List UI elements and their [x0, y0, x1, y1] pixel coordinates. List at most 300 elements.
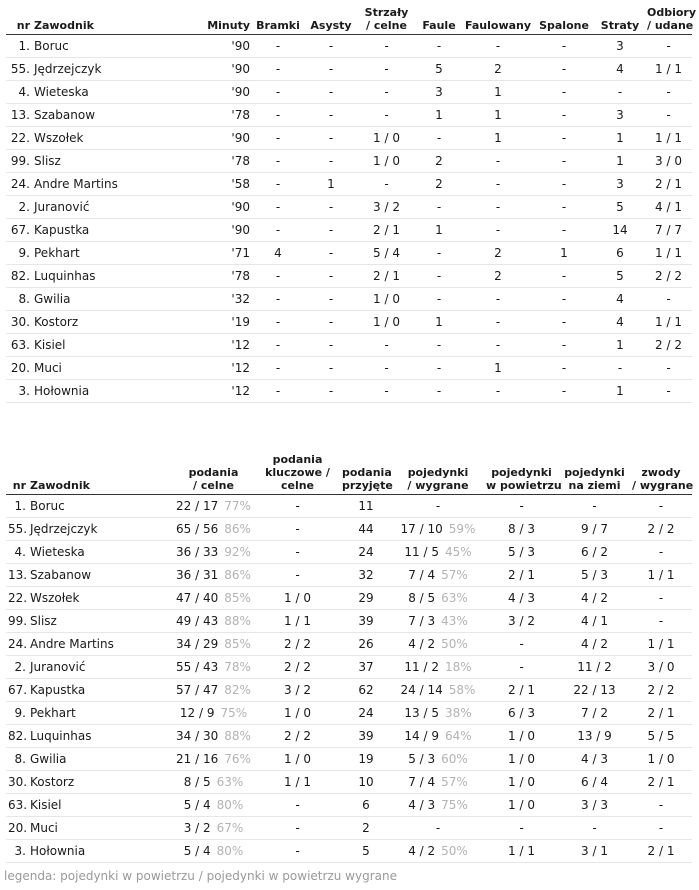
stat-cell: - [384, 107, 389, 122]
stat-percentage: 50% [441, 636, 468, 651]
stat-cell: 2 [435, 153, 443, 168]
column-header: Zawodnik [30, 478, 90, 492]
stat-cell: - [495, 314, 501, 329]
stat-cell: '90 [231, 38, 250, 53]
column-header: zwody / wygrane [632, 465, 694, 492]
match-stats-table-2 [6, 450, 692, 863]
stat-cell: 4 / 1 [655, 199, 682, 214]
stat-percentage: 45% [444, 544, 472, 559]
table-row [6, 494, 692, 517]
stat-cell: - [275, 291, 281, 306]
column-header: Odbiory / udane [647, 5, 697, 32]
stat-cell: '78 [231, 107, 250, 122]
stat-cell: 3 / 0 [655, 153, 682, 168]
stat-cell: - [328, 84, 334, 99]
stat-value: 57 / 47 [176, 682, 219, 697]
stat-cell: '90 [231, 61, 250, 76]
stat-cell: - [436, 245, 442, 260]
stat-cell [392, 839, 484, 862]
stat-cell [392, 747, 484, 770]
stat-cell: 4 / 2 [581, 590, 608, 605]
stat-value: 11 / 2 [404, 659, 439, 674]
stat-value: 49 / 43 [176, 613, 219, 628]
stat-percentage: 80% [216, 843, 244, 858]
stat-cell: - [328, 314, 334, 329]
stat-cell: 4. [18, 84, 30, 99]
stat-cell: 3 [616, 176, 624, 191]
stat-cell: - [666, 84, 671, 99]
stat-cell: - [561, 383, 567, 398]
column-header: Bramki [256, 18, 300, 32]
stat-cell: 1 / 1 [284, 613, 311, 628]
stat-cell: - [658, 797, 664, 812]
match-stats-table-1 [6, 4, 697, 403]
stat-cell [172, 701, 255, 724]
stat-cell: 55. [10, 61, 30, 76]
stat-value: 5 / 4 [183, 797, 211, 812]
stat-cell: 62 [358, 682, 374, 697]
stat-cell [172, 586, 255, 609]
stat-cell: - [658, 613, 664, 628]
stat-cell: 1 / 1 [647, 567, 675, 582]
stat-cell: 6 / 2 [581, 544, 608, 559]
stat-value: 55 / 43 [176, 659, 219, 674]
stat-cell: 1 / 0 [508, 751, 535, 766]
stat-cell: - [436, 130, 442, 145]
stat-percentage: 92% [224, 544, 251, 559]
stat-percentage: 59% [448, 521, 476, 536]
stat-cell: 5 [362, 843, 370, 858]
stat-percentage: 18% [444, 659, 472, 674]
stat-cell: '90 [231, 222, 250, 237]
player-name: Kisiel [30, 797, 62, 812]
stat-cell: 30. [8, 774, 28, 789]
stat-cell: - [384, 84, 389, 99]
stat-cell: - [436, 38, 442, 53]
stat-cell: - [275, 314, 281, 329]
stat-percentage: 77% [224, 498, 251, 513]
stat-cell: - [328, 337, 334, 352]
stat-cell: - [384, 383, 389, 398]
table-row [6, 517, 692, 540]
stat-value: 34 / 30 [176, 728, 219, 743]
stat-cell: '58 [231, 176, 250, 191]
stat-cell: - [666, 383, 671, 398]
stat-cell: 2 [362, 820, 370, 835]
stat-cell: - [384, 38, 389, 53]
stat-percentage: 82% [224, 682, 251, 697]
stat-cell: - [275, 383, 281, 398]
table-row [6, 540, 692, 563]
table-row [6, 379, 692, 402]
column-header: Asysty [310, 18, 352, 32]
stat-cell: 26 [358, 636, 374, 651]
legend-note: legenda: pojedynki w powietrzu / pojedynki w powietrzu wygrane [4, 869, 397, 883]
stat-cell: - [561, 291, 567, 306]
stat-cell: 19 [358, 751, 374, 766]
stat-cell [392, 494, 484, 517]
stat-cell: - [436, 199, 442, 214]
stat-cell: - [384, 337, 389, 352]
stat-cell: - [436, 337, 442, 352]
stat-cell: '71 [231, 245, 250, 260]
stat-cell: - [295, 820, 300, 835]
table-row [6, 34, 692, 57]
table-header-row [6, 450, 692, 494]
stat-cell: 4 [616, 314, 624, 329]
stat-cell [392, 563, 484, 586]
stat-percentage: 63% [216, 774, 244, 789]
column-header: Minuty [207, 18, 250, 32]
stat-cell: - [275, 360, 281, 375]
stat-cell: - [436, 383, 442, 398]
stat-value: 21 / 16 [176, 751, 219, 766]
stat-cell [392, 701, 484, 724]
stat-cell: 11 [358, 498, 374, 513]
stat-percentage: 86% [224, 567, 251, 582]
column-header: podania kluczowe / celne [265, 452, 330, 492]
stat-cell: 4 / 3 [508, 590, 535, 605]
player-name: Luquinhas [30, 728, 92, 743]
stat-cell: 1 / 0 [508, 728, 535, 743]
stat-cell: 82. [10, 268, 30, 283]
column-header: Straty [600, 18, 640, 32]
stat-cell [172, 655, 255, 678]
stat-cell: - [495, 337, 501, 352]
column-header: pojedynki na ziemi [564, 465, 625, 492]
stat-cell: - [658, 498, 664, 513]
stat-cell: 63. [10, 337, 30, 352]
player-name: Juranović [30, 659, 86, 674]
stat-cell: 2 / 1 [508, 567, 535, 582]
stat-cell: 14 [612, 222, 628, 237]
stat-cell [172, 793, 255, 816]
player-name: Jędrzejczyk [34, 61, 102, 76]
table-row [6, 264, 692, 287]
stat-percentage: 78% [224, 659, 251, 674]
stat-value: 7 / 4 [408, 774, 436, 789]
stat-cell: - [666, 360, 671, 375]
stat-percentage: 64% [444, 728, 472, 743]
stat-cell: 9 / 7 [581, 521, 608, 536]
stat-value: 8 / 5 [408, 590, 436, 605]
stat-percentage: 75% [220, 705, 248, 720]
stat-cell: - [666, 38, 671, 53]
stat-cell: 1 / 0 [373, 153, 400, 168]
stat-cell: - [495, 176, 501, 191]
stat-cell: - [495, 291, 501, 306]
stat-cell: - [561, 337, 567, 352]
stat-value: 7 / 4 [408, 567, 436, 582]
stat-value: 34 / 29 [176, 636, 219, 651]
player-name: Kostorz [30, 774, 75, 789]
stat-cell: 4 / 3 [581, 751, 608, 766]
stat-cell: 39 [358, 613, 374, 628]
stat-cell: - [328, 291, 334, 306]
table-row [6, 241, 692, 264]
stat-cell: 8. [18, 291, 30, 306]
stat-cell: - [561, 176, 567, 191]
stat-cell: - [561, 153, 567, 168]
stat-cell: 1 [494, 107, 502, 122]
stat-cell: 3 / 2 [284, 682, 311, 697]
player-name: Gwilia [34, 291, 71, 306]
stat-cell: 20. [8, 820, 28, 835]
stat-cell [392, 517, 484, 540]
player-name: Hołownia [34, 383, 90, 398]
stat-value: 65 / 56 [176, 521, 219, 536]
stat-cell: 2 / 1 [647, 774, 675, 789]
stat-value: 4 / 2 [408, 636, 436, 651]
stat-cell: 5 [616, 199, 624, 214]
stat-cell: 4 / 1 [581, 613, 608, 628]
stat-cell [172, 632, 255, 655]
table-row [6, 632, 692, 655]
player-name: Pekhart [34, 245, 80, 260]
stat-cell: 1 / 0 [647, 751, 675, 766]
stat-cell [392, 793, 484, 816]
stat-cell: - [666, 107, 671, 122]
stat-cell: 67. [8, 682, 28, 697]
table-row [6, 333, 692, 356]
stat-cell: 1 / 1 [655, 130, 682, 145]
stat-cell: - [658, 820, 664, 835]
player-name: Juranović [34, 199, 90, 214]
stat-cell: - [561, 130, 567, 145]
stat-cell: 3 / 1 [581, 843, 608, 858]
table-row [6, 839, 692, 862]
stat-cell: 2 [494, 268, 502, 283]
stat-cell: 9. [18, 245, 30, 260]
stat-cell: 30. [10, 314, 30, 329]
column-header: Zawodnik [34, 18, 94, 32]
player-name: Hołownia [30, 843, 86, 858]
stat-cell: 6 [616, 245, 624, 260]
player-name: Wszołek [34, 130, 84, 145]
stat-cell: 8 / 3 [508, 521, 535, 536]
stat-cell [172, 770, 255, 793]
stat-cell: 2 / 2 [284, 636, 311, 651]
stat-cell: - [384, 176, 389, 191]
stat-cell: 1 / 0 [284, 590, 311, 605]
stat-cell: 7 / 2 [581, 705, 608, 720]
stat-cell: 6 / 4 [581, 774, 608, 789]
stat-percentage: 57% [441, 567, 468, 582]
table-row [6, 310, 692, 333]
stat-cell: 1 [616, 153, 624, 168]
stat-cell: 44 [358, 521, 374, 536]
stat-percentage: 58% [448, 682, 476, 697]
stat-value: 5 / 3 [408, 751, 436, 766]
stat-value: 11 / 5 [404, 544, 439, 559]
stat-cell [172, 609, 255, 632]
table-row [6, 655, 692, 678]
stat-cell: - [275, 38, 281, 53]
stat-cell [392, 770, 484, 793]
table-row [6, 103, 692, 126]
player-name: Wszołek [30, 590, 80, 605]
stat-cell: - [275, 84, 281, 99]
stat-cell [172, 816, 255, 839]
column-header: pojedynki w powietrzu [486, 465, 562, 492]
table-row [6, 701, 692, 724]
stat-cell: - [617, 360, 623, 375]
stat-cell [392, 655, 484, 678]
stat-cell: 2 / 2 [647, 521, 675, 536]
stat-cell: 8. [14, 751, 26, 766]
stat-cell: - [275, 61, 281, 76]
stat-cell: 13 / 9 [577, 728, 612, 743]
stat-cell: 3 [616, 107, 624, 122]
stat-percentage: 85% [224, 590, 251, 605]
stat-cell: - [328, 360, 334, 375]
player-name: Andre Martins [30, 636, 114, 651]
stat-cell: - [328, 245, 334, 260]
stat-cell: '90 [231, 130, 250, 145]
stat-cell: 1 / 0 [284, 751, 311, 766]
player-name: Slisz [34, 153, 61, 168]
stat-cell: 20. [10, 360, 30, 375]
stat-cell: - [384, 61, 389, 76]
stat-cell: 5 [616, 268, 624, 283]
stat-cell [392, 724, 484, 747]
stat-cell: 67. [10, 222, 30, 237]
stat-cell: 3 / 2 [508, 613, 535, 628]
stat-cell: - [592, 820, 597, 835]
column-header: Spalone [539, 18, 589, 32]
stat-cell: 1 / 0 [284, 705, 311, 720]
stat-cell: 2. [18, 199, 30, 214]
stat-cell: 1 [327, 176, 335, 191]
stat-cell: - [658, 590, 664, 605]
table-row [6, 149, 692, 172]
stat-cell: - [436, 360, 442, 375]
stat-cell: 1 / 1 [655, 61, 682, 76]
stat-cell: 2 / 1 [647, 705, 675, 720]
player-name: Luquinhas [34, 268, 96, 283]
table-row [6, 287, 692, 310]
stat-percentage: 67% [216, 820, 244, 835]
stat-cell: - [328, 61, 334, 76]
stat-cell: '90 [231, 199, 250, 214]
stat-percentage: 38% [444, 705, 472, 720]
table-row [6, 724, 692, 747]
stat-cell: 1 / 0 [508, 797, 535, 812]
stat-cell: - [328, 268, 334, 283]
stat-percentage: 86% [224, 521, 251, 536]
player-name: Kapustka [30, 682, 86, 697]
stat-cell: 11 / 2 [577, 659, 612, 674]
stat-cell: - [436, 291, 442, 306]
stat-percentage: 57% [441, 774, 468, 789]
stat-cell: 2 / 2 [284, 728, 311, 743]
stat-cell [172, 517, 255, 540]
stat-cell: 22. [8, 590, 28, 605]
stat-value: 8 / 5 [183, 774, 211, 789]
table-row [6, 678, 692, 701]
stat-cell: - [617, 84, 623, 99]
stat-cell: 99. [8, 613, 28, 628]
table-row [6, 609, 692, 632]
stat-cell: 1 / 1 [655, 245, 682, 260]
stat-percentage: 85% [224, 636, 251, 651]
stat-cell: - [295, 843, 300, 858]
stat-cell: 1 / 0 [373, 291, 400, 306]
player-name: Kapustka [34, 222, 90, 237]
stat-percentage: 76% [224, 751, 251, 766]
stat-cell: 2 / 1 [508, 682, 535, 697]
table-row [6, 126, 692, 149]
stat-cell: - [561, 222, 567, 237]
stat-cell: 4. [14, 544, 26, 559]
stat-cell: - [561, 84, 567, 99]
stat-cell [392, 678, 484, 701]
stat-cell: 3 / 0 [647, 659, 675, 674]
table-header-row [6, 4, 692, 34]
stat-cell: - [592, 498, 597, 513]
stat-cell: - [561, 314, 567, 329]
column-header: podania / celne [188, 465, 239, 492]
stat-cell: - [328, 153, 334, 168]
table-row [6, 195, 692, 218]
stat-value: 5 / 4 [183, 843, 211, 858]
table-row [6, 57, 692, 80]
stat-value: 17 / 10 [400, 521, 443, 536]
column-header: pojedynki / wygrane [407, 465, 469, 492]
stat-cell: 55. [8, 521, 28, 536]
column-header: nr [16, 18, 30, 32]
stat-cell: 9. [14, 705, 26, 720]
stat-cell: - [275, 176, 281, 191]
stat-cell: 7 / 7 [655, 222, 682, 237]
stat-value: 36 / 31 [176, 567, 219, 582]
stat-cell: '12 [231, 337, 250, 352]
stat-cell: 2 [435, 176, 443, 191]
stat-cell: 1. [14, 498, 26, 513]
stat-cell: '12 [231, 360, 250, 375]
stat-cell: 2 / 2 [655, 268, 682, 283]
column-header: nr [12, 478, 26, 492]
stat-value: 7 / 3 [408, 613, 436, 628]
stat-cell: 1 / 0 [373, 314, 400, 329]
stat-cell: - [519, 820, 524, 835]
player-name: Kostorz [34, 314, 79, 329]
stat-cell [392, 586, 484, 609]
stat-cell: - [295, 567, 300, 582]
player-name: Andre Martins [34, 176, 118, 191]
stat-cell: 1 [494, 84, 502, 99]
stat-cell: 5 / 4 [373, 245, 400, 260]
stat-cell: 32 [358, 567, 374, 582]
table-row [6, 747, 692, 770]
stat-cell: 63. [8, 797, 28, 812]
stat-value: 12 / 9 [179, 705, 215, 720]
stat-cell: 24 [358, 705, 374, 720]
stat-cell: 3 [616, 38, 624, 53]
stat-cell: 39 [358, 728, 374, 743]
stat-value: 36 / 33 [176, 544, 219, 559]
stat-cell: 1 [494, 360, 502, 375]
stat-percentage: 75% [441, 797, 468, 812]
stat-cell: - [561, 199, 567, 214]
stat-cell: 24. [8, 636, 28, 651]
stat-cell: 1 [616, 383, 624, 398]
table-row [6, 218, 692, 241]
stat-value: 14 / 9 [404, 728, 439, 743]
stat-cell: 1 / 0 [508, 774, 535, 789]
stat-cell: 1 [435, 107, 443, 122]
stat-cell: 1 / 1 [284, 774, 311, 789]
